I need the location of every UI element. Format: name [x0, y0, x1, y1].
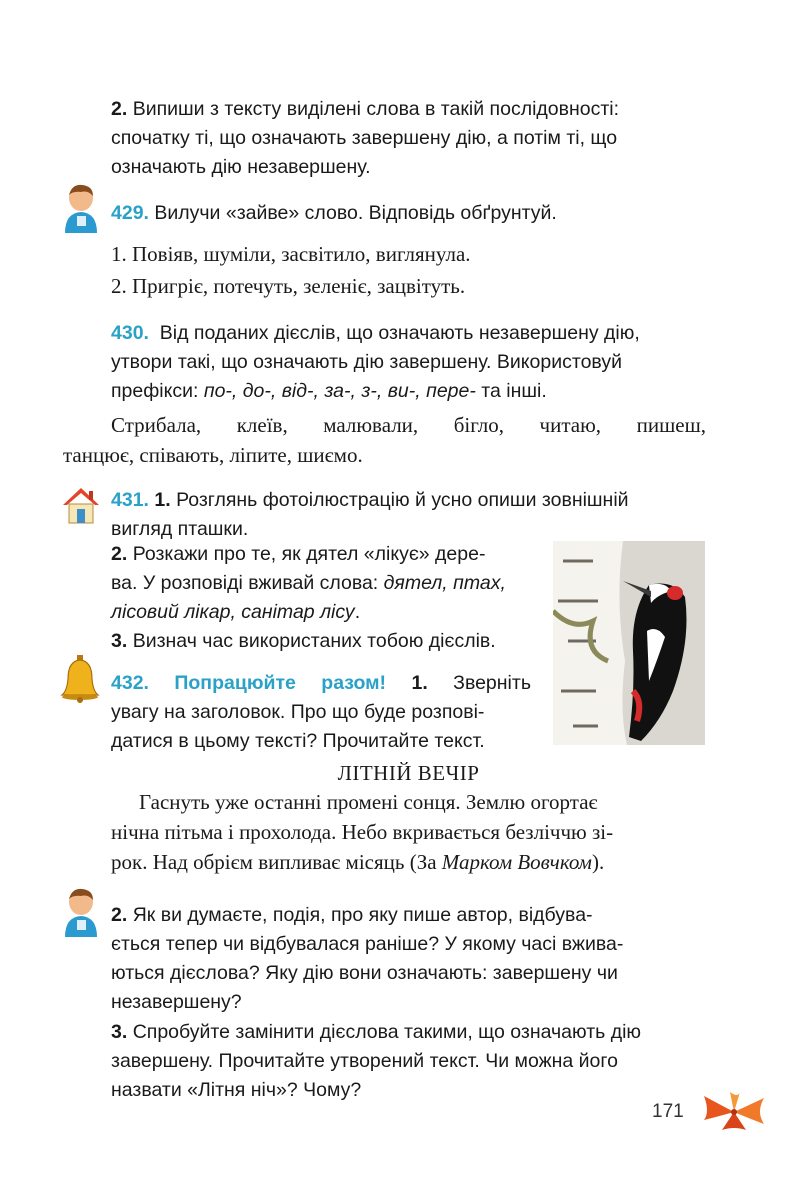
story-title: ЛІТНІЙ ВЕЧІР — [337, 761, 480, 785]
page-number: 171 — [652, 1101, 684, 1122]
exercise-430-words: Стрибала, клеїв, малювали, бігло, читаю, пишеш, танцює, співають, ліпите, шиємо. — [63, 413, 706, 467]
exercise-432: 432. Попрацюйте разом! 1. Зверніть увагу на заголовок. Про що буде розпові- датися в цьому тексті? Прочитайте текст. — [111, 672, 531, 752]
list-item: 1. Повіяв, шуміли, засвітило, виглянула. — [111, 242, 471, 266]
story-author: Марком Вовчком — [441, 850, 592, 874]
exercise-number: 430. — [111, 322, 149, 344]
list-item: 2. Пригріє, потечуть, зеленіє, зацвітуть. — [111, 274, 466, 298]
woodpecker-photo — [553, 541, 705, 745]
home-icon — [60, 484, 102, 526]
exercise-number: 432. — [111, 672, 149, 694]
exercise-431: 431. 1. Розглянь фотоілюстрацію й усно опиши зовнішній вигляд пташки. — [111, 489, 629, 540]
exercise-number: 431. — [111, 489, 149, 511]
exercise-title: Попрацюйте разом! — [174, 672, 387, 694]
exercise-430: 430. Від поданих дієслів, що означають незавершену дію, утвори такі, що означають дію завершену. Використовуй префікси: по-, до-, від-, за-, з-, ви-, пере- та інші. — [111, 322, 640, 402]
question-3: 3. Спробуйте замінити дієслова такими, що означають дію завершену. Прочитайте утворений текст. Чи можна його назвати «Літня ніч»? Чому? — [111, 1021, 642, 1101]
exercise-429: 429. Вилучи «зайве» слово. Відповідь обґрунтуй. — [111, 202, 557, 224]
task-number: 2. — [111, 98, 128, 120]
student-icon — [62, 183, 100, 233]
exercise-429-items — [111, 239, 711, 301]
leaf-icon — [700, 1090, 768, 1134]
exercise-number: 429. — [111, 202, 149, 224]
question-2: 2. Як ви думаєте, подія, про яку пише автор, відбува- ється тепер чи відбувалася раніше? У якому часі вжива- ються дієслова? Яку дію вони означають: завершену чи незавершену? — [111, 904, 624, 1013]
story-text: Гаснуть уже останні промені сонця. Землю огортає нічна пітьма і прохолода. Небо вкривається безліччю зі- рок. Над обрієм випливає місяць (За Марком Вовчком). — [111, 790, 614, 874]
bell-icon — [60, 655, 100, 703]
task-top: 2. Випиши з тексту виділені слова в такій послідовності: спочатку ті, що означають завершену дію, а потім ті, що означають дію незавершену. — [111, 98, 620, 178]
student-icon — [62, 887, 100, 937]
exercise-431-parts: 2. Розкажи про те, як дятел «лікує» дере- ва. У розповіді вживай слова: дятел, птах, лісовий лікар, санітар лісу. 3. Визнач час використаних тобою дієслів. — [111, 543, 506, 652]
prefix-list: по-, до-, від-, за-, з-, ви-, пере- — [203, 380, 476, 402]
